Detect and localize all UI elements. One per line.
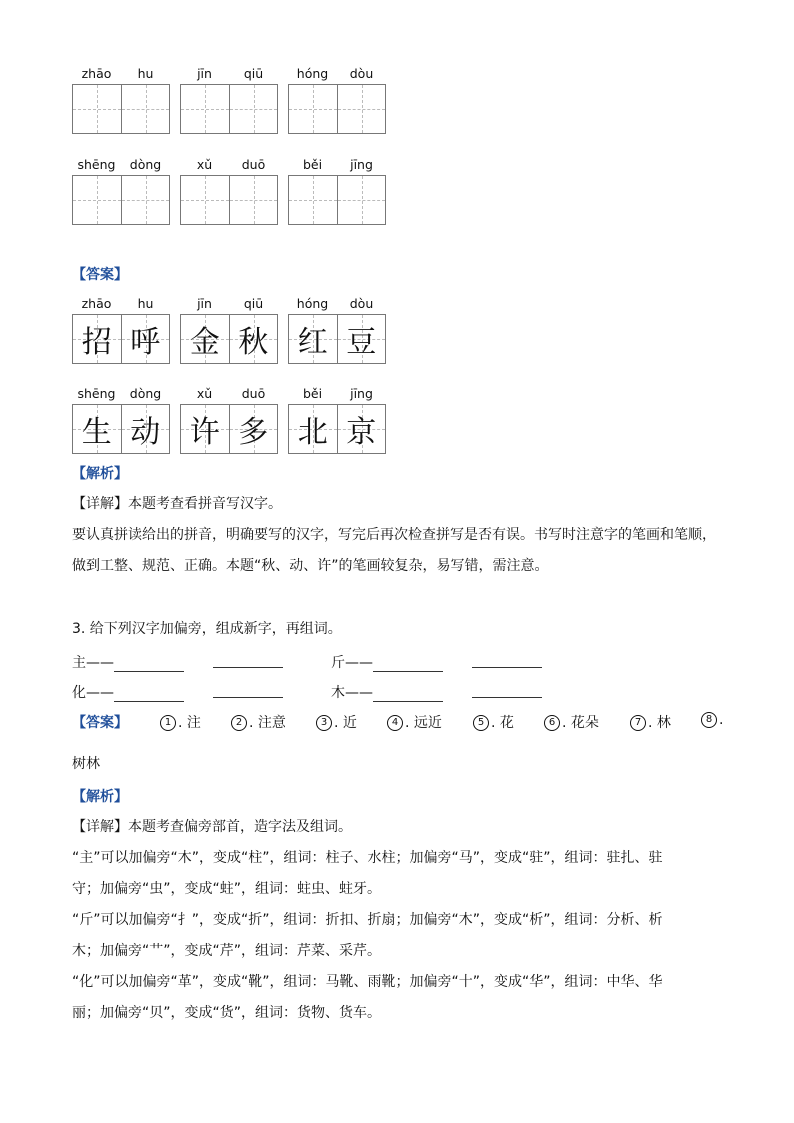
pinyin-label: dòng <box>129 157 162 172</box>
writing-cell[interactable] <box>121 85 170 133</box>
detail-line: 木；加偏旁“艹”，变成“芹”，组词：芹菜、采芹。 <box>72 943 382 959</box>
answer-item <box>160 712 201 732</box>
base-char: 主—— <box>72 655 114 671</box>
pinyin-label: hu <box>137 296 154 311</box>
answer-item <box>473 712 514 732</box>
pinyin-label: hóng <box>296 66 329 81</box>
pinyin-label: jīn <box>197 296 212 311</box>
pinyin-label: duō <box>241 386 266 401</box>
answer-item <box>387 712 442 732</box>
answer-text: . 近 <box>334 715 357 731</box>
answer-cell <box>73 405 121 453</box>
answer-cell <box>337 315 386 363</box>
detail-line: 丽；加偏旁“贝”，变成“货”，组词：货物、货车。 <box>72 1005 382 1021</box>
answer-cell <box>337 405 386 453</box>
number-badge: 5 <box>473 715 489 731</box>
answer-text: . 花朵 <box>562 715 599 731</box>
writing-cell[interactable] <box>181 176 229 224</box>
answer-cell <box>121 405 170 453</box>
pinyin-label: běi <box>302 157 323 172</box>
answer-cell <box>73 315 121 363</box>
answer-char: 生 <box>81 415 112 450</box>
writing-cell[interactable] <box>121 176 170 224</box>
writing-cell[interactable] <box>73 176 121 224</box>
pinyin-label: zhāo <box>81 296 112 311</box>
writing-cell[interactable] <box>289 85 337 133</box>
answer-list <box>0 712 794 732</box>
answer-item <box>544 712 599 732</box>
answer-item <box>231 712 286 732</box>
answer-text: . <box>719 712 724 728</box>
writing-cell[interactable] <box>229 176 278 224</box>
answer-text: . 注意 <box>249 715 286 731</box>
pinyin-label: jīng <box>350 157 373 172</box>
answer-cell <box>121 315 170 363</box>
blank-field[interactable] <box>472 683 542 698</box>
fill-row <box>213 682 283 698</box>
answer-char: 呼 <box>130 325 161 360</box>
answer-text: . 林 <box>648 715 671 731</box>
answer-cell <box>229 405 278 453</box>
pinyin-label: dòu <box>349 296 374 311</box>
blank-field[interactable] <box>472 653 542 668</box>
pinyin-label: shēng <box>77 386 116 401</box>
writing-cell[interactable] <box>337 85 386 133</box>
answer-cell <box>181 315 229 363</box>
fill-row <box>213 652 283 668</box>
answer-char: 许 <box>189 415 220 450</box>
answer-text: . 花 <box>491 715 514 731</box>
fill-row <box>331 652 443 672</box>
detail-line: 【详解】本题考查看拼音写汉字。 <box>72 496 282 512</box>
answer-item <box>701 712 723 728</box>
blank-field[interactable] <box>213 653 283 668</box>
detail-line: 守；加偏旁“虫”，变成“蛀”，组词：蛀虫、蛀牙。 <box>72 881 382 897</box>
pinyin-label: hu <box>137 66 154 81</box>
number-badge: 4 <box>387 715 403 731</box>
fill-row <box>72 682 184 702</box>
answer-label: 【答案】 <box>72 715 128 731</box>
answer-label: 【答案】 <box>72 267 128 283</box>
answer-cell <box>289 405 337 453</box>
answer-char: 动 <box>130 415 161 450</box>
answer-item <box>316 712 357 732</box>
answer-cell <box>181 405 229 453</box>
detail-line: 【详解】本题考查偏旁部首，造字法及组词。 <box>72 819 352 835</box>
pinyin-label: dòng <box>129 386 162 401</box>
blank-field[interactable] <box>373 687 443 702</box>
answer-char: 招 <box>81 325 112 360</box>
pinyin-label: shēng <box>77 157 116 172</box>
number-badge: 6 <box>544 715 560 731</box>
number-badge: 8 <box>701 712 717 728</box>
answer-char: 多 <box>238 415 269 450</box>
fill-row <box>472 652 542 668</box>
pinyin-label: jīng <box>350 386 373 401</box>
answer-char: 金 <box>189 325 220 360</box>
fill-row <box>331 682 443 702</box>
pinyin-label: qiū <box>243 66 264 81</box>
detail-line: “化”可以加偏旁“革”，变成“靴”，组词：马靴、雨靴；加偏旁“十”，变成“华”，组词：中华、华 <box>72 974 663 990</box>
detail-line: 要认真拼读给出的拼音，明确要写的汉字，写完后再次检查拼写是否有误。书写时注意字的笔画和笔顺， <box>72 527 716 543</box>
base-char: 斤—— <box>331 655 373 671</box>
writing-cell[interactable] <box>337 176 386 224</box>
pinyin-label: duō <box>241 157 266 172</box>
answer-char: 北 <box>297 415 328 450</box>
answer-text: . 远近 <box>405 715 442 731</box>
pinyin-label: jīn <box>197 66 212 81</box>
writing-cell[interactable] <box>289 176 337 224</box>
answer-cell <box>229 315 278 363</box>
writing-cell[interactable] <box>73 85 121 133</box>
number-badge: 7 <box>630 715 646 731</box>
base-char: 木—— <box>331 685 373 701</box>
answer-item <box>630 712 671 732</box>
blank-field[interactable] <box>373 657 443 672</box>
number-badge: 3 <box>316 715 332 731</box>
blank-field[interactable] <box>213 683 283 698</box>
answer-char: 秋 <box>238 325 269 360</box>
answer-char: 京 <box>346 415 377 450</box>
question-3-title: 3. 给下列汉字加偏旁，组成新字，再组词。 <box>72 621 342 637</box>
pinyin-label: xǔ <box>196 386 213 401</box>
pinyin-label: qiū <box>243 296 264 311</box>
detail-line: “斤”可以加偏旁“扌”，变成“折”，组词：折扣、折扇；加偏旁“木”，变成“析”，组词：分析、析 <box>72 912 663 928</box>
pinyin-label: zhāo <box>81 66 112 81</box>
detail-line: “主”可以加偏旁“木”，变成“柱”，组词：柱子、水柱；加偏旁“马”，变成“驻”，组词：驻扎、驻 <box>72 850 663 866</box>
blank-field[interactable] <box>114 687 184 702</box>
detail-line: 做到工整、规范、正确。本题“秋、动、许”的笔画较复杂，易写错，需注意。 <box>72 558 549 574</box>
blank-field[interactable] <box>114 657 184 672</box>
number-badge: 1 <box>160 715 176 731</box>
answer-cell <box>289 315 337 363</box>
answer-char: 红 <box>297 325 328 360</box>
fill-row <box>72 652 184 672</box>
analysis-label: 【解析】 <box>72 789 128 805</box>
pinyin-label: xǔ <box>196 157 213 172</box>
writing-cell[interactable] <box>181 85 229 133</box>
pinyin-label: běi <box>302 386 323 401</box>
number-badge: 2 <box>231 715 247 731</box>
answer-continuation: 树林 <box>72 756 100 772</box>
base-char: 化—— <box>72 685 114 701</box>
fill-row <box>472 682 542 698</box>
answer-text: . 注 <box>178 715 201 731</box>
pinyin-label: dòu <box>349 66 374 81</box>
analysis-label: 【解析】 <box>72 466 128 482</box>
writing-cell[interactable] <box>229 85 278 133</box>
answer-char: 豆 <box>346 325 377 360</box>
pinyin-label: hóng <box>296 296 329 311</box>
